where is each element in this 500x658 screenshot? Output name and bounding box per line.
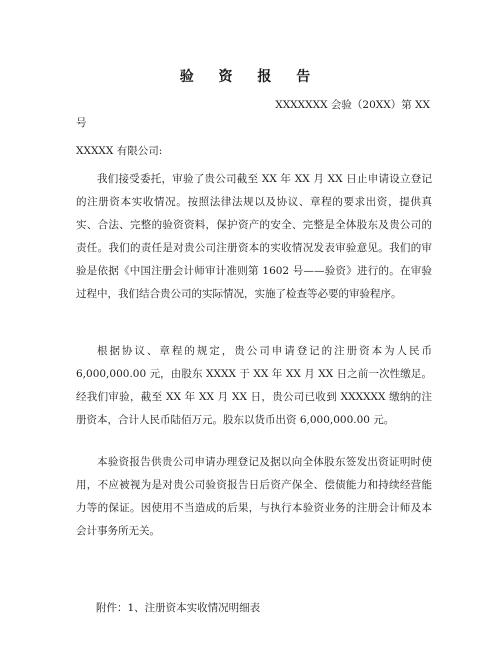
addressee: XXXXX 有限公司: — [76, 145, 163, 157]
paragraph-responsibility: 我们接受委托，审验了贵公司截至 XX 年 XX 月 XX 日止申请设立登记的注册资本实收情况。按照法律法规以及协议、章程的要求出资，提供真实、合法、完整的验资资料，保护资产的安全、完整是全体股东及贵公司的责任。我们的责任是对贵公司注册资本的实收情况发表审验意见。我们的审验是依据《中国注册会计师审计准则第 1602 号——验资》进行的。在审验过程中，我们结合贵公司的实际情况，实施了检查等必要的审验程序。 — [76, 173, 432, 300]
document-number: XXXXXXX 会验（20XX）第 XX — [275, 99, 430, 111]
document-title: 验 资 报 告 — [179, 69, 321, 85]
paragraph-usage: 本验资报告供贵公司申请办理登记及据以向全体股东签发出资证明时使用，不应被视为是对贵公司验资报告日后资产保全、偿债能力和持续经营能力等的保证。因使用不当造成的后果，与执行本验资业务的注册会计师及本会计事务所无关。 — [76, 456, 432, 537]
paragraph-capital: 根据协议、章程的规定，贵公司申请登记的注册资本为人民币 6,000,000.00 元，由股东 XXXX 于 XX 年 XX 月 XX 日之前一次性缴足。经我们审验，截至 XX 年 XX 月 XX 日，贵公司已收到 XXXXXX 缴纳的注册资本，合计人民币陆佰万元。股东以货币出资 6,000,000.00 元。 — [76, 345, 432, 426]
attachment-line: 附件：1、注册资本实收情况明细表 — [96, 602, 261, 614]
document-number-suffix: 号 — [76, 117, 87, 129]
